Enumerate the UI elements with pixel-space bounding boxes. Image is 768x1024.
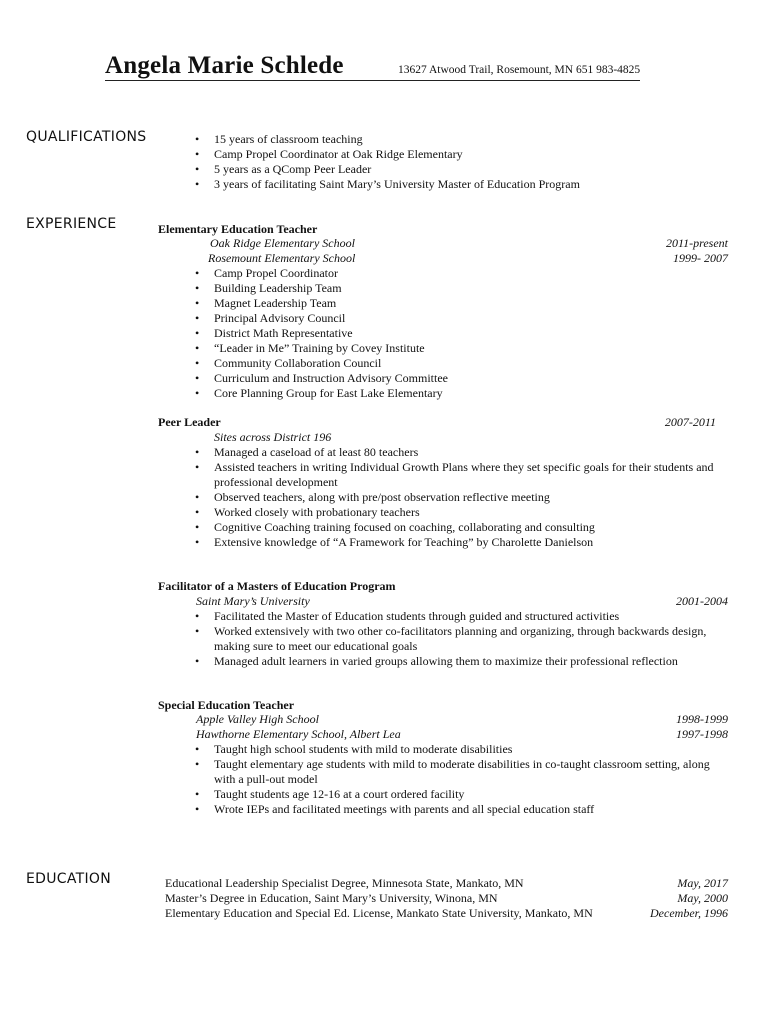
job-employer: Saint Mary’s University [196,594,310,608]
education-degree: Educational Leadership Specialist Degree, Minnesota State, Mankato, MN [165,876,524,890]
job-employer: Oak Ridge Elementary School [210,236,355,250]
job-duty: • Managed adult learners in varied groups allowing them to maximize their professional reflection [214,654,678,669]
job-duty: • Core Planning Group for East Lake Elementary [214,386,443,401]
job-title: Elementary Education Teacher [158,222,318,236]
job-duty: • Managed a caseload of at least 80 teachers [214,445,418,460]
header-divider [105,80,640,81]
job-duty: • Observed teachers, along with pre/post observation reflective meeting [214,490,550,505]
job-duty: • Magnet Leadership Team [214,296,336,311]
job-title: Peer Leader [158,415,221,429]
job-employer: Sites across District 196 [214,430,332,444]
job-dates: 1999- 2007 [673,251,728,265]
qualification-item: • 3 years of facilitating Saint Mary’s University Master of Education Program [214,177,580,192]
job-duty: • Building Leadership Team [214,281,342,296]
job-duty: • Wrote IEPs and facilitated meetings with parents and all special education staff [214,802,594,817]
job-title: Special Education Teacher [158,698,295,712]
job-dates: 2001-2004 [676,594,728,608]
resume-name: Angela Marie Schlede [105,52,344,79]
job-dates: 1998-1999 [676,712,728,726]
job-duty: • “Leader in Me” Training by Covey Institute [214,341,425,356]
job-dates: 1997-1998 [676,727,728,741]
job-duty: • Principal Advisory Council [214,311,345,326]
job-duty: • Taught students age 12-16 at a court ordered facility [214,787,464,802]
job-duty: • Worked extensively with two other co-facilitators planning and organizing, through backwards design, making sure to meet our educational goals [214,624,714,654]
job-duty: • Facilitated the Master of Education students through guided and structured activities [214,609,619,624]
job-duty: • Taught elementary age students with mild to moderate disabilities in co-taught classroom setting, along with a pull-out model [214,757,714,787]
job-dates: 2011-present [666,236,728,250]
education-date: May, 2017 [677,876,728,890]
job-duty: • Cognitive Coaching training focused on coaching, collaborating and consulting [214,520,595,535]
job-employer: Apple Valley High School [196,712,319,726]
education-degree: Master’s Degree in Education, Saint Mary’s University, Winona, MN [165,891,498,905]
job-employer: Rosemount Elementary School [208,251,356,265]
job-employer: Hawthorne Elementary School, Albert Lea [196,727,401,741]
qualification-item: • Camp Propel Coordinator at Oak Ridge Elementary [214,147,463,162]
section-label-education: EDUCATION [26,871,112,887]
qualification-item: • 5 years as a QComp Peer Leader [214,162,371,177]
job-duty: • Taught high school students with mild to moderate disabilities [214,742,512,757]
contact-info: 13627 Atwood Trail, Rosemount, MN 651 983-4825 [398,64,641,76]
job-duty: • Community Collaboration Council [214,356,381,371]
education-date: May, 2000 [677,891,728,905]
job-duty: • Extensive knowledge of “A Framework for Teaching” by Charolette Danielson [214,535,593,550]
education-degree: Elementary Education and Special Ed. License, Mankato State University, Mankato, MN [165,906,593,920]
job-duty: • District Math Representative [214,326,353,341]
job-dates: 2007-2011 [664,415,716,429]
job-duty: • Worked closely with probationary teachers [214,505,420,520]
section-label-experience: EXPERIENCE [26,216,117,232]
education-date: December, 1996 [650,906,728,920]
job-duty: • Curriculum and Instruction Advisory Committee [214,371,448,386]
qualification-item: • 15 years of classroom teaching [214,132,363,147]
job-title: Facilitator of a Masters of Education Program [158,579,396,593]
job-duty: • Assisted teachers in writing Individual Growth Plans where they set specific goals for their students and professional development [214,460,724,490]
section-label-qualifications: QUALIFICATIONS [26,129,147,145]
job-duty: • Camp Propel Coordinator [214,266,338,281]
